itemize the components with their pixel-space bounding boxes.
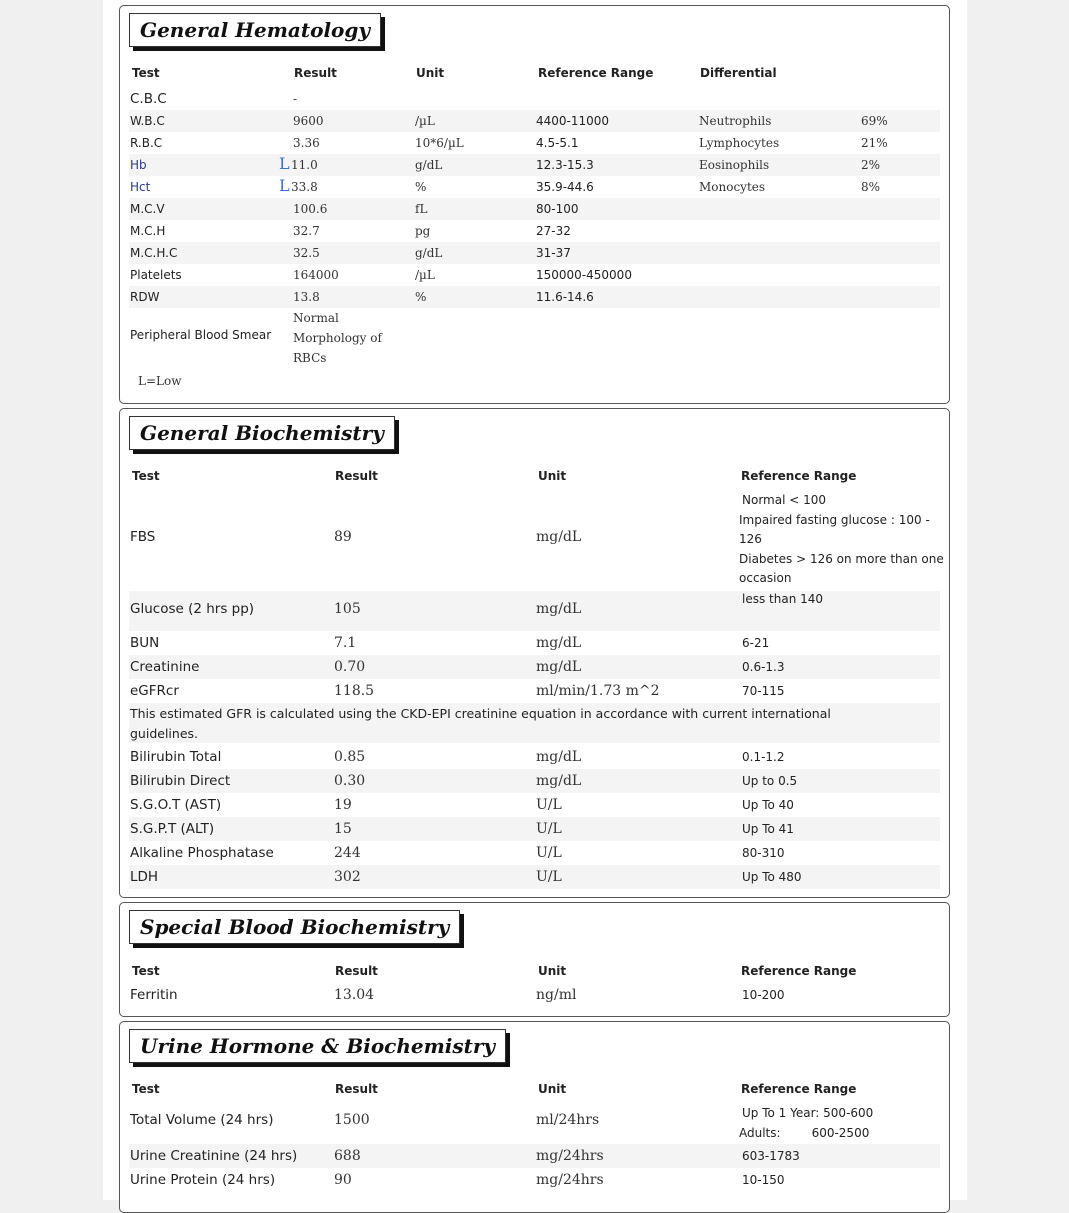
unit-value: mg/24hrs [536, 1172, 604, 1188]
header-reference-range: Reference Range [538, 66, 654, 80]
header-result: Result [294, 66, 337, 80]
table-row [129, 1168, 940, 1192]
test-name: M.C.V [130, 202, 165, 216]
table-row [129, 489, 944, 589]
ref-line [739, 1123, 873, 1143]
table-row [129, 308, 940, 368]
result-value: 15 [334, 821, 352, 837]
table-row [129, 264, 940, 286]
header-test: Test [132, 66, 160, 80]
unit-value: 10*6/µL [415, 136, 464, 150]
test-name: RDW [130, 290, 160, 304]
unit-value: ng/ml [536, 987, 577, 1003]
table-row [129, 198, 940, 220]
unit-value: g/dL [415, 246, 443, 260]
reference-range: 10-150 [742, 1173, 785, 1187]
table-row [129, 1102, 940, 1144]
result-value: 9600 [293, 114, 324, 128]
header-reference-range: Reference Range [741, 469, 857, 483]
result-value: 89 [334, 529, 352, 545]
table-row [129, 1144, 940, 1168]
legend-note: L=Low [138, 374, 182, 388]
test-name: BUN [130, 635, 160, 651]
header-result: Result [335, 964, 378, 978]
table-row [129, 793, 940, 817]
ref-line: 126 [739, 532, 762, 546]
test-name: LDH [130, 869, 159, 885]
unit-value: pg [415, 224, 431, 238]
table-row [129, 841, 940, 865]
test-name: eGFRcr [130, 683, 179, 699]
result-value: 13.04 [334, 987, 375, 1003]
unit-value: % [415, 180, 427, 194]
smear-line-3: RBCs [293, 351, 327, 365]
reference-range [739, 1103, 873, 1143]
hematology-title: General Hematology [129, 13, 381, 47]
reference-range: 35.9-44.6 [536, 180, 594, 194]
test-name: S.G.P.T (ALT) [130, 821, 215, 837]
special-biochemistry-title: Special Blood Biochemistry [129, 910, 460, 944]
result-value: 244 [334, 845, 361, 861]
ref-adults-label: Adults: [739, 1126, 781, 1140]
result-value: 0.30 [334, 773, 366, 789]
unit-value: % [415, 290, 427, 304]
header-unit: Unit [416, 66, 445, 80]
test-name: Hb [130, 158, 147, 172]
differential-name: Eosinophils [699, 158, 770, 172]
unit-value: mg/24hrs [536, 1148, 604, 1164]
unit-value: mg/dL [536, 529, 582, 545]
header-reference-range: Reference Range [741, 964, 857, 978]
note-line-2: guidelines. [130, 725, 198, 741]
ref-line: Diabetes > 126 on more than one [739, 551, 944, 566]
unit-value: mg/dL [536, 749, 582, 765]
header-test: Test [132, 964, 160, 978]
reference-range: 0.6-1.3 [742, 660, 785, 674]
reference-range: 80-310 [742, 846, 785, 860]
low-flag: L [279, 176, 290, 195]
test-name: M.C.H [130, 224, 166, 238]
urine-section [119, 1021, 950, 1213]
reference-range: 80-100 [536, 202, 579, 216]
table-row [129, 88, 940, 110]
table-row [129, 769, 940, 793]
table-row [129, 865, 940, 889]
table-row [129, 110, 940, 132]
ref-line: occasion [739, 571, 792, 585]
result-value: 302 [334, 869, 361, 885]
smear-line-1: Normal [293, 311, 339, 325]
result-value: 33.8 [291, 180, 318, 194]
reference-range: 4400-11000 [536, 114, 610, 128]
table-row [129, 176, 940, 198]
header-result: Result [335, 1082, 378, 1096]
result-value: 19 [334, 797, 352, 813]
ref-line: Impaired fasting glucose : 100 - [739, 512, 930, 527]
hematology-section [119, 5, 950, 404]
reference-range: 6-21 [742, 636, 770, 650]
result-value: 13.8 [293, 290, 320, 304]
egfr-note-row [129, 703, 940, 743]
result-value: 32.5 [293, 246, 320, 260]
unit-value: U/L [536, 845, 562, 861]
urine-title: Urine Hormone & Biochemistry [129, 1029, 506, 1063]
table-row [129, 631, 940, 655]
ref-line: Up To 1 Year: 500-600 [742, 1106, 874, 1120]
test-name: M.C.H.C [130, 246, 178, 260]
reference-range: 4.5-5.1 [536, 136, 579, 150]
result-value: - [293, 92, 298, 106]
reference-range: 10-200 [742, 988, 785, 1002]
ref-adults-range: 600-2500 [811, 1126, 870, 1140]
test-name: Ferritin [130, 987, 178, 1003]
header-unit: Unit [538, 964, 567, 978]
test-name: Bilirubin Total [130, 749, 222, 765]
reference-range: 11.6-14.6 [536, 290, 594, 304]
differential-value: 69% [861, 114, 888, 128]
test-name: Glucose (2 hrs pp) [130, 601, 255, 617]
result-value: 90 [334, 1172, 352, 1188]
reference-range: 31-37 [536, 246, 571, 260]
result-value [293, 308, 382, 368]
unit-value: mg/dL [536, 601, 582, 617]
biochemistry-title: General Biochemistry [129, 416, 395, 450]
egfr-note [130, 704, 831, 743]
note-line-1: This estimated GFR is calculated using the CKD-EPI creatinine equation in accordance with current international [130, 706, 831, 721]
unit-value: U/L [536, 797, 562, 813]
result-value: 32.7 [293, 224, 320, 238]
differential-value: 8% [861, 180, 881, 194]
table-row [129, 817, 940, 841]
biochemistry-section [119, 408, 950, 898]
result-value: 105 [334, 601, 361, 617]
differential-value: 2% [861, 158, 881, 172]
table-row [129, 983, 940, 1007]
test-name: Creatinine [130, 659, 200, 675]
ref-line: Normal < 100 [742, 493, 827, 507]
unit-value: g/dL [415, 158, 443, 172]
test-name: Urine Protein (24 hrs) [130, 1172, 276, 1188]
table-row [129, 655, 940, 679]
differential-value: 21% [861, 136, 888, 150]
result-value: 0.70 [334, 659, 366, 675]
special-biochemistry-section [119, 902, 950, 1017]
unit-value: U/L [536, 869, 562, 885]
result-value: 164000 [293, 268, 339, 282]
table-row [129, 745, 940, 769]
table-row [129, 132, 940, 154]
reference-range: less than 140 [742, 592, 824, 606]
differential-name: Lymphocytes [699, 136, 780, 150]
header-test: Test [132, 1082, 160, 1096]
result-value: 11.0 [291, 158, 318, 172]
result-value: 1500 [334, 1112, 370, 1128]
test-name: W.B.C [130, 114, 165, 128]
unit-value: mg/dL [536, 635, 582, 651]
reference-range [739, 491, 944, 589]
low-flag: L [279, 154, 290, 173]
result-value: 7.1 [334, 635, 357, 651]
unit-value: mg/dL [536, 659, 582, 675]
test-name: Peripheral Blood Smear [130, 328, 272, 342]
reference-range: Up To 480 [742, 870, 802, 884]
header-unit: Unit [538, 1082, 567, 1096]
reference-range: Up to 0.5 [742, 774, 798, 788]
reference-range: Up To 40 [742, 798, 794, 812]
reference-range: Up To 41 [742, 822, 794, 836]
differential-name: Neutrophils [699, 114, 772, 128]
unit-value: /µL [415, 114, 435, 128]
test-name: Hct [130, 180, 151, 194]
reference-range: 12.3-15.3 [536, 158, 594, 172]
header-unit: Unit [538, 469, 567, 483]
unit-value: ml/min/1.73 m^2 [536, 683, 660, 699]
test-name: Alkaline Phosphatase [130, 845, 274, 861]
unit-value: U/L [536, 821, 562, 837]
result-value: 118.5 [334, 683, 375, 699]
test-name: Bilirubin Direct [130, 773, 231, 789]
header-differential: Differential [700, 66, 777, 80]
table-row [129, 154, 940, 176]
unit-value: mg/dL [536, 773, 582, 789]
table-row [129, 591, 940, 631]
test-name: S.G.O.T (AST) [130, 797, 222, 813]
unit-value: /µL [415, 268, 435, 282]
header-reference-range: Reference Range [741, 1082, 857, 1096]
header-test: Test [132, 469, 160, 483]
result-value: 0.85 [334, 749, 366, 765]
table-row [129, 220, 940, 242]
reference-range: 0.1-1.2 [742, 750, 785, 764]
reference-range: 27-32 [536, 224, 571, 238]
reference-range: 70-115 [742, 684, 785, 698]
result-value: 688 [334, 1148, 361, 1164]
differential-name: Monocytes [699, 180, 766, 194]
header-result: Result [335, 469, 378, 483]
reference-range: 603-1783 [742, 1149, 800, 1163]
result-value: 3.36 [293, 136, 320, 150]
table-row [129, 286, 940, 308]
unit-value: fL [415, 202, 428, 216]
table-row [129, 679, 940, 703]
table-row [129, 242, 940, 264]
smear-line-2: Morphology of [293, 331, 382, 345]
unit-value: ml/24hrs [536, 1112, 600, 1128]
test-name: Total Volume (24 hrs) [130, 1112, 274, 1128]
test-name: R.B.C [130, 136, 163, 150]
test-name: Platelets [130, 268, 182, 282]
test-name: C.B.C [130, 91, 167, 107]
test-name: Urine Creatinine (24 hrs) [130, 1148, 298, 1164]
reference-range: 150000-450000 [536, 268, 632, 282]
test-name: FBS [130, 529, 156, 545]
result-value: 100.6 [293, 202, 328, 216]
